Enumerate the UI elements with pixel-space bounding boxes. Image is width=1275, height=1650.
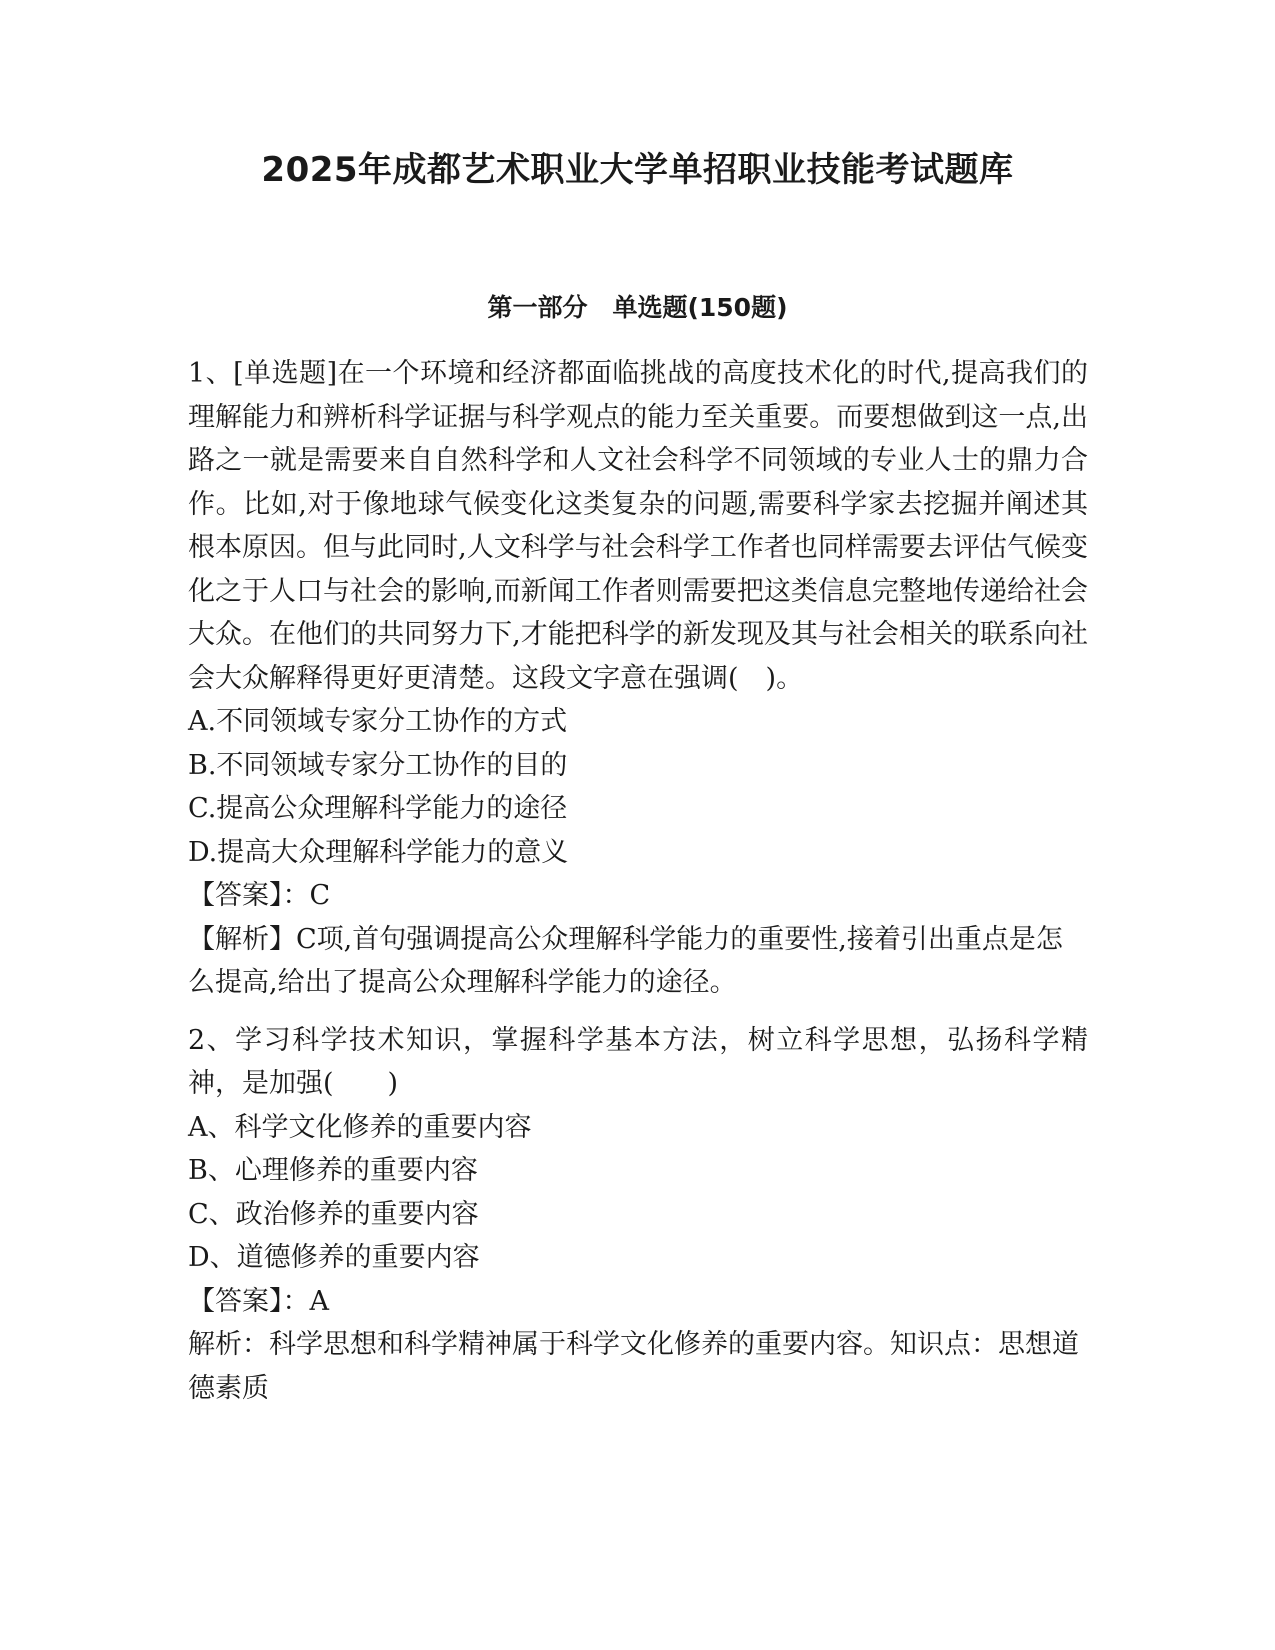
option-c: C、政治修养的重要内容 bbox=[188, 1198, 479, 1230]
page-title: 2025年成都艺术职业大学单招职业技能考试题库 bbox=[261, 150, 1014, 190]
option-c: C.提高公众理解科学能力的途径 bbox=[188, 793, 568, 824]
option-d: D.提高大众理解科学能力的意义 bbox=[188, 836, 569, 868]
question-list bbox=[188, 352, 1088, 1410]
question-item bbox=[188, 352, 1088, 1005]
option-b: B.不同领域专家分工协作的目的 bbox=[188, 749, 568, 781]
analysis-text: 【解析】C项,首句强调提高公众理解科学能力的重要性,接着引出重点是怎么提高,给出了提高公众理解科学能力的途径。 bbox=[188, 923, 1063, 998]
section-title: 第一部分 单选题(150题) bbox=[487, 293, 788, 322]
answer-text: 【答案】：A bbox=[188, 1285, 329, 1317]
answer-text: 【答案】：C bbox=[188, 880, 331, 911]
option-a: A、科学文化修养的重要内容 bbox=[188, 1111, 532, 1143]
analysis-text: 解析：科学思想和科学精神属于科学文化修养的重要内容。知识点：思想道德素质 bbox=[188, 1329, 1079, 1404]
question-separator bbox=[188, 1005, 1088, 1019]
question-stem: 1、[单选题]在一个环境和经济都面临挑战的高度技术化的时代,提高我们的理解能力和辨析科学证据与科学观点的能力至关重要。而要想做到这一点,出路之一就是需要来自自然科学和人文社会科学不同领域的专业人士的鼎力合作。比如,对于像地球气候变化这类复杂的问题,需要科学家去挖掘并阐述其根本原因。但与此同时,人文科学与社会科学工作者也同样需要去评估气候变化之于人口与社会的影响,而新闻工作者则需要把这类信息完整地传递给社会大众。在他们的共同努力下,才能把科学的新发现及其与社会相关的联系向社会大众解释得更好更清楚。这段文字意在强调( )。 bbox=[188, 358, 1088, 694]
option-a: A.不同领域专家分工协作的方式 bbox=[188, 706, 568, 737]
option-b: B、心理修养的重要内容 bbox=[188, 1155, 478, 1186]
option-d: D、道德修养的重要内容 bbox=[188, 1242, 480, 1273]
question-item bbox=[188, 1019, 1088, 1411]
question-stem: 2、学习科学技术知识，掌握科学基本方法，树立科学思想，弘扬科学精神，是加强( ) bbox=[188, 1024, 1088, 1099]
